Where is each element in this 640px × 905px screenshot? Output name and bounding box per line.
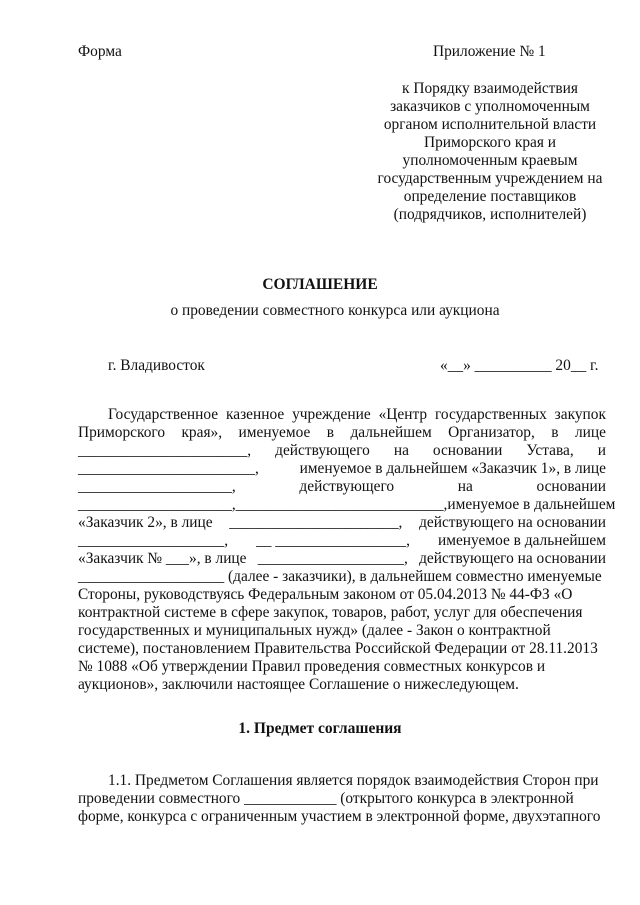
text-segment: государственных <box>434 406 547 423</box>
text-segment: на <box>457 478 473 495</box>
paragraph-line <box>78 478 606 496</box>
text-segment: края», <box>181 424 223 441</box>
text-segment: закупок <box>554 406 606 423</box>
paragraph-line: 1.1. Предметом Соглашения является порядок взаимодействия Сторон при <box>108 772 599 789</box>
paragraph-line <box>78 514 606 532</box>
text-segment: __ _________________, <box>256 532 410 549</box>
text-segment: основании <box>536 478 606 495</box>
section-1-heading: 1. Предмет соглашения <box>238 720 402 737</box>
text-segment: «Центр <box>378 406 428 423</box>
text-segment: «Заказчик 2», в лице <box>78 514 213 531</box>
paragraph-line <box>78 442 606 460</box>
intro-paragraph <box>78 406 616 694</box>
document-subtitle: о проведении совместного конкурса или аукциона <box>170 302 500 319</box>
text-segment: «Заказчик № ___», в лице <box>78 550 247 567</box>
appendix-label: Приложение № 1 <box>433 43 546 60</box>
text-segment: Приморского <box>78 424 166 441</box>
text-segment: _______________________, <box>78 460 259 477</box>
date-placeholder: «__» __________ 20__ г. <box>440 357 599 374</box>
text-segment: казенное <box>226 406 285 423</box>
text-segment: учреждение <box>292 406 371 423</box>
text-segment: ___________________, <box>257 550 408 567</box>
appendix-line: государственным учреждением на <box>377 170 603 187</box>
text-segment: ______________________, <box>78 442 252 459</box>
text-segment: именуемое в дальнейшем <box>447 496 616 513</box>
paragraph-line: Стороны, руководствуясь Федеральным законом от 05.04.2013 № 44-ФЗ «О <box>78 586 573 603</box>
text-segment: ______________________, <box>229 514 403 531</box>
text-segment: действующего на основании <box>419 514 606 531</box>
form-label: Форма <box>78 43 122 60</box>
text-segment: ___________________, <box>78 532 229 549</box>
paragraph-line <box>78 532 606 550</box>
appendix-line: к Порядку взаимодействия <box>402 80 578 97</box>
paragraph-line: проведении совместного ____________ (открытого конкурса в электронной <box>78 790 574 807</box>
text-segment: именуемое в дальнейшем <box>437 532 606 549</box>
text-segment: ____________________, <box>78 478 236 495</box>
text-segment: именуемое <box>238 424 311 441</box>
paragraph-line <box>78 406 606 424</box>
text-segment: действующего <box>275 442 370 459</box>
text-segment: лице <box>574 424 606 441</box>
text-segment: и <box>597 442 606 459</box>
text-segment: основании <box>432 442 503 459</box>
text-segment: именуемое в дальнейшем «Заказчик 1», в лице <box>299 460 606 477</box>
text-segment: Организатор, <box>448 424 535 441</box>
text-segment: ____________________, <box>78 496 236 513</box>
paragraph-line: аукционов», заключили настоящее Соглашение о нижеследующем. <box>78 676 519 693</box>
appendix-line: Приморского края и <box>423 134 557 151</box>
paragraph-line: контрактной системе в сфере закупок, товаров, работ, услуг для обеспечения <box>78 604 583 621</box>
text-segment: ___________________________, <box>235 496 448 513</box>
text-segment: действующего на основании <box>419 550 606 567</box>
appendix-line: заказчиков с уполномоченным <box>390 98 590 115</box>
text-segment: Государственное <box>108 406 219 423</box>
paragraph-line: № 1088 «Об утверждении Правил проведения совместных конкурсов и <box>78 658 546 675</box>
text-segment: в <box>551 424 559 441</box>
appendix-line: определение поставщиков <box>403 188 577 205</box>
text-segment: действующего <box>299 478 395 495</box>
paragraph-line <box>78 496 616 514</box>
document-title: СОГЛАШЕНИЕ <box>262 276 378 293</box>
appendix-line: (подрядчиков, исполнителей) <box>393 206 587 223</box>
city-label: г. Владивосток <box>108 357 205 374</box>
text-segment: в <box>326 424 335 441</box>
paragraph-line: системе), постановлением Правительства Российской Федерации от 28.11.2013 <box>78 640 598 657</box>
paragraph-line: форме, конкурса с ограниченным участием в электронной форме, двухэтапного <box>78 808 601 825</box>
text-segment: дальнейшем <box>350 424 432 441</box>
paragraph-line <box>78 424 606 442</box>
paragraph-line: государственных и муниципальных нужд» (далее - Закон о контрактной <box>78 622 551 639</box>
paragraph-line <box>78 460 606 478</box>
section-1-paragraph <box>78 772 606 826</box>
text-segment: на <box>393 442 409 459</box>
text-segment: Устава, <box>526 442 574 459</box>
appendix-line: уполномоченным краевым <box>402 152 578 169</box>
appendix-line: органом исполнительной власти <box>383 116 597 133</box>
paragraph-line <box>78 550 606 568</box>
paragraph-line: ___________________ (далее - заказчики), в дальнейшем совместно именуемые <box>78 568 602 585</box>
appendix-block <box>340 80 640 224</box>
